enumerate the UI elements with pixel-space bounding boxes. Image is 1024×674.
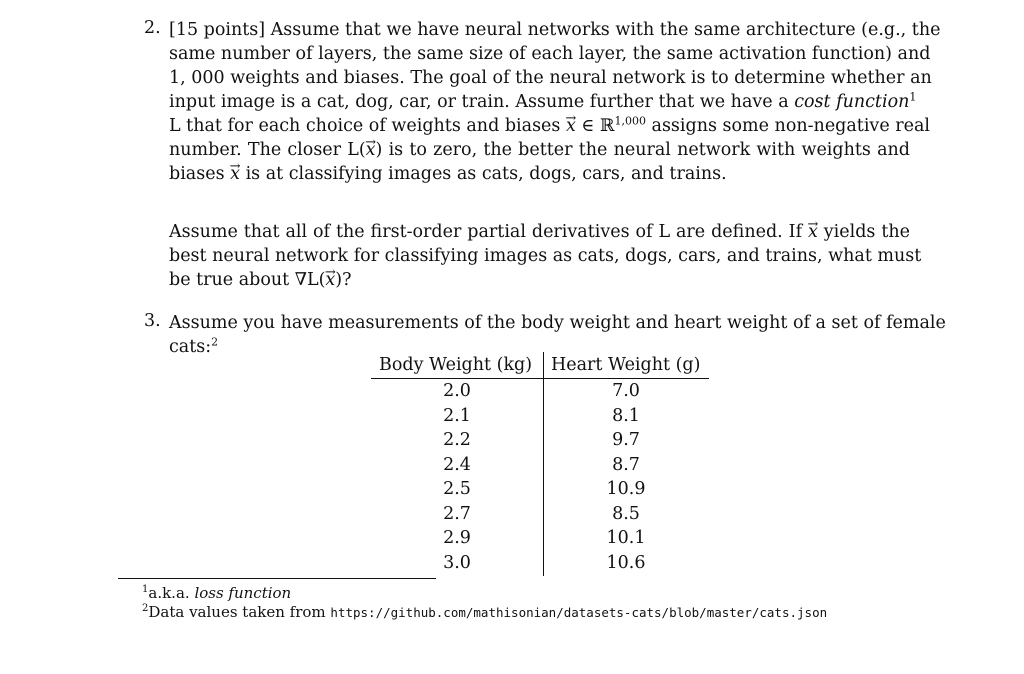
- q2-line-2: same number of layers, the same size of each layer, the same activation function) and: [169, 44, 931, 64]
- q3-line-1: Assume you have measurements of the body weight and heart weight of a set of female: [169, 313, 946, 333]
- vector-x: → x: [366, 138, 376, 162]
- q2-para2-line-1: Assume that all of the first-order partial derivatives of L are defined. If → x yields the: [169, 220, 910, 244]
- cell-heart-weight: 7.0: [612, 381, 640, 401]
- footnote-2: $^2$Data values taken from https://github.com/mathisonian/datasets-cats/blob/master/cats.json: [142, 603, 828, 621]
- vector-x: → x: [325, 268, 335, 292]
- q2-line-5: L that for each choice of weights and biases → x ∈ ℝ$^{1,000}$ assigns some non-negative real: [169, 114, 910, 138]
- vector-x: → x: [808, 220, 818, 244]
- footnote-rule: [118, 578, 436, 579]
- cell-body-weight: 2.5: [443, 479, 471, 499]
- cell-body-weight: 2.0: [443, 381, 471, 401]
- footnote-ref-2: 2: [211, 335, 219, 349]
- q2-line-4: input image is a cat, dog, car, or train. Assume further that we have a cost function$^1$: [169, 90, 917, 112]
- vector-x: → x: [230, 162, 240, 186]
- header-body-weight: Body Weight (kg): [379, 355, 533, 375]
- column-divider: [543, 352, 544, 576]
- cell-body-weight: 2.1: [443, 405, 471, 426]
- cell-heart-weight: 8.1: [612, 405, 640, 426]
- dataset-url[interactable]: https://github.com/mathisonian/datasets-cats/blob/master/cats.json: [330, 605, 828, 620]
- cell-body-weight: 2.2: [443, 430, 471, 450]
- header-rule: [371, 378, 709, 379]
- header-heart-weight: Heart Weight (g): [551, 355, 701, 375]
- cell-body-weight: 3.0: [443, 552, 471, 573]
- cost-function-term: cost function: [794, 92, 910, 112]
- cell-heart-weight: 9.7: [612, 430, 640, 450]
- q3-line-2: cats:$^2$: [169, 335, 219, 357]
- q2-line-1: [15 points] Assume that we have neural networks with the same architecture (e.g., the: [169, 20, 941, 40]
- q2-line-3: 1, 000 weights and biases. The goal of the neural network is to determine whether an: [169, 68, 932, 88]
- footnote-ref-1: 1: [909, 90, 917, 104]
- cell-heart-weight: 8.7: [612, 454, 640, 475]
- cell-body-weight: 2.4: [443, 454, 471, 475]
- footnote-1: $^1$a.k.a. loss function: [142, 584, 292, 602]
- cell-heart-weight: 10.6: [606, 552, 646, 573]
- q3-number: 3.: [144, 311, 161, 331]
- cell-heart-weight: 10.1: [606, 528, 646, 548]
- q2-line-7: biases → x is at classifying images as cats, dogs, cars, and trains.: [169, 162, 910, 186]
- q2-line-6: number. The closer L(→ x) is to zero, the better the neural network with weights and: [169, 138, 910, 162]
- q2-para2-line-3: be true about ∇L(→ x)?: [169, 268, 910, 292]
- cell-body-weight: 2.9: [443, 528, 471, 548]
- cell-heart-weight: 10.9: [606, 479, 646, 499]
- cell-heart-weight: 8.5: [612, 503, 640, 524]
- q2-number: 2.: [144, 18, 161, 38]
- q2-para2-line-2: best neural network for classifying images as cats, dogs, cars, and trains, what must: [169, 246, 922, 266]
- vector-x: → x: [566, 114, 576, 138]
- cats-data-table: [371, 350, 709, 576]
- cell-body-weight: 2.7: [443, 503, 471, 524]
